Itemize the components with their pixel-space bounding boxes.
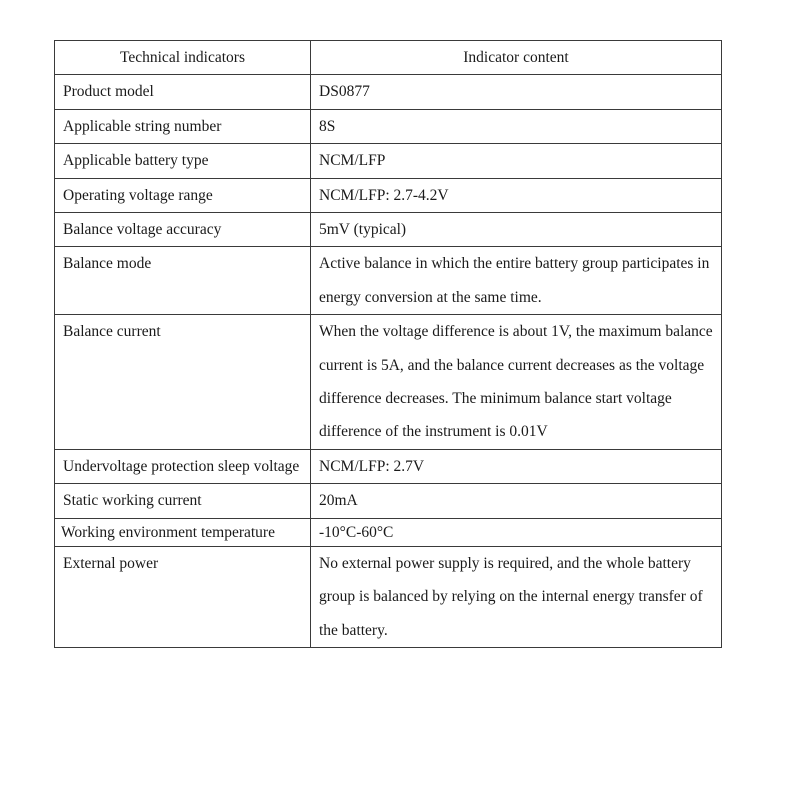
indicator-name: Working environment temperature bbox=[55, 518, 311, 546]
indicator-name: Balance voltage accuracy bbox=[55, 213, 311, 247]
indicator-name: Applicable battery type bbox=[55, 144, 311, 178]
indicator-value: Active balance in which the entire battery group participates in energy conversion at the same time. bbox=[311, 247, 722, 315]
indicator-name: Balance current bbox=[55, 315, 311, 450]
table-row bbox=[55, 315, 722, 450]
table-row bbox=[55, 546, 722, 647]
table-header-row bbox=[55, 41, 722, 75]
indicator-value: DS0877 bbox=[311, 75, 722, 109]
indicator-value: 8S bbox=[311, 109, 722, 143]
indicator-value: NCM/LFP: 2.7V bbox=[311, 449, 722, 483]
indicator-value: -10°C-60°C bbox=[311, 518, 722, 546]
indicator-value: 20mA bbox=[311, 484, 722, 518]
indicator-name: Undervoltage protection sleep voltage bbox=[55, 449, 311, 483]
table-row bbox=[55, 484, 722, 518]
table-row bbox=[55, 109, 722, 143]
indicator-name: Balance mode bbox=[55, 247, 311, 315]
table-row bbox=[55, 178, 722, 212]
header-indicator-content: Indicator content bbox=[311, 41, 722, 75]
table-row bbox=[55, 213, 722, 247]
indicator-value: NCM/LFP: 2.7-4.2V bbox=[311, 178, 722, 212]
table-row bbox=[55, 144, 722, 178]
header-technical-indicators: Technical indicators bbox=[55, 41, 311, 75]
indicator-name: Static working current bbox=[55, 484, 311, 518]
indicator-name: Applicable string number bbox=[55, 109, 311, 143]
indicator-value: When the voltage difference is about 1V, the maximum balance current is 5A, and the balance current decreases as the voltage difference decreases. The minimum balance start voltage difference of the instrument is 0.01V bbox=[311, 315, 722, 450]
table-row bbox=[55, 518, 722, 546]
table-row bbox=[55, 75, 722, 109]
indicator-name: Product model bbox=[55, 75, 311, 109]
indicator-name: Operating voltage range bbox=[55, 178, 311, 212]
indicator-value: NCM/LFP bbox=[311, 144, 722, 178]
indicator-name: External power bbox=[55, 546, 311, 647]
table-row bbox=[55, 449, 722, 483]
table-row bbox=[55, 247, 722, 315]
indicator-value: No external power supply is required, and the whole battery group is balanced by relying on the internal energy transfer of the battery. bbox=[311, 546, 722, 647]
technical-spec-table bbox=[54, 40, 722, 648]
indicator-value: 5mV (typical) bbox=[311, 213, 722, 247]
